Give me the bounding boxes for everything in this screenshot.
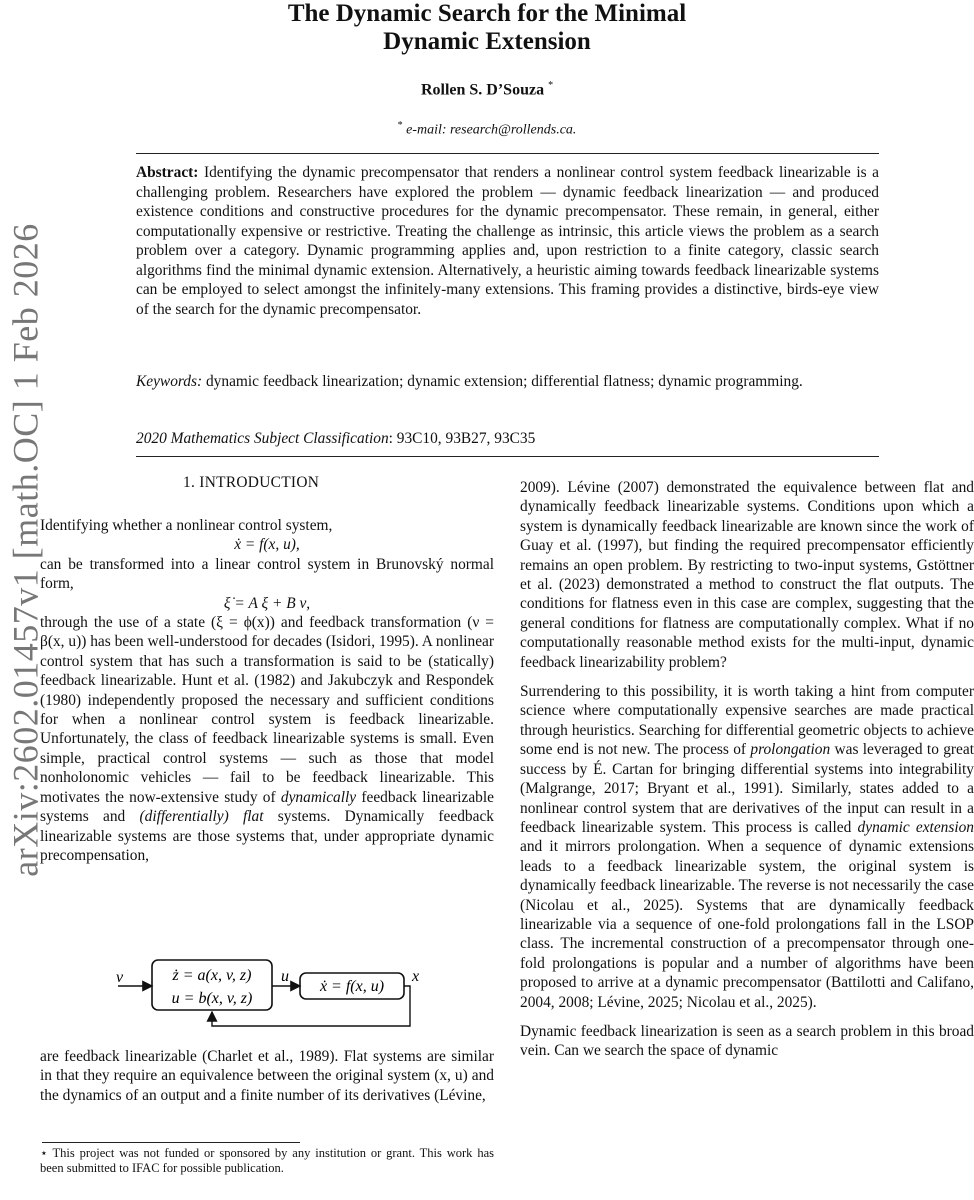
precompensator-output-eq: u = b(x, v, z) <box>171 990 253 1007</box>
block-diagram <box>110 952 430 1034</box>
abstract-bottom-rule <box>136 456 879 457</box>
abstract-text: Identifying the dynamic precompensator that renders a nonlinear control system feedback linearizable is a challenging problem. Researchers have explored the problem — dynamic feedback linearization — and produced existence conditions and constructive procedures for the dynamic precompensator. These remain, in general, either computationally expensive or restrictive. Treating the challenge as intrinsic, this article views the problem as a search problem over a category. Dynamic programming applies and, upon restriction to a finite category, classic search algorithms find the minimal dynamic extension. Alternatively, a heuristic aiming towards feedback linearizable systems can be employed to select amongst the infinitely-many extensions. This framing provides a distinctive, birds-eye view of the search for the dynamic precompensator. <box>136 164 879 318</box>
diagram-middle-label: u <box>281 968 289 985</box>
section-heading-introduction: 1. INTRODUCTION <box>183 474 320 491</box>
plant-equation: ẋ = f(x, u) <box>319 978 385 995</box>
keywords-text: dynamic feedback linearization; dynamic extension; differential flatness; dynamic programming. <box>205 373 803 390</box>
abstract-label: Abstract: <box>136 164 199 181</box>
equation-system: ẋ = f(x, u), <box>234 536 300 554</box>
email-footnote-mark: * <box>397 120 403 131</box>
right-column <box>520 478 974 1061</box>
paragraph: Identifying whether a nonlinear control system, <box>40 517 333 534</box>
paragraph: through the use of a state (ξ = ϕ(x)) and feedback transformation (ν = β(x, u)) has been well-understood for decades (Isidori, 1995). A nonlinear control system that has such a transformation is said to be (statically) feedback linearizable. Hunt et al. (1982) and Jakubczyk and Respondek (1980) independently proposed the necessary and sufficient conditions for when a nonlinear control system is feedback linearizable. Unfortunately, the class of feedback linearizable systems is small. Even simple, practical control systems — such as those that model nonholonomic vehicles — fail to be feedback linearizable. This motivates the now-extensive study of dynamically feedback linearizable systems and (differentially) flat systems. Dynamically feedback linearizable systems are those systems that, under appropriate dynamic precompensation, <box>40 614 494 864</box>
paragraph: can be transformed into a linear control system in Brunovský normal form, <box>40 555 494 593</box>
diagram-input-label: v <box>116 969 124 986</box>
msc-classification <box>136 430 879 448</box>
precompensator-state-eq: ż = a(x, v, z) <box>172 967 252 984</box>
diagram-output-label: x <box>412 968 420 985</box>
footnote-text: This project was not funded or sponsored by any institution or grant. This work has been submitted to IFAC for possible publication. <box>40 1146 494 1175</box>
keywords <box>136 372 879 391</box>
abstract-top-rule <box>136 153 879 154</box>
paragraph: are feedback linearizable (Charlet et al., 1989). Flat systems are similar in that they require an equivalence between the original system (x, u) and the dynamics of an output and a finite number of its derivatives (Lévine, <box>40 1048 494 1104</box>
footnote-rule <box>42 1142 300 1143</box>
msc-label: 2020 Mathematics Subject Classification <box>136 430 389 447</box>
paragraph: Dynamic feedback linearization is seen as a search problem in this broad vein. Can we search the space of dynamic <box>520 1022 974 1060</box>
footnote-mark: ⋆ <box>40 1146 48 1160</box>
footnote <box>40 1146 494 1176</box>
left-column-top <box>40 516 494 865</box>
author-line: Rollen S. D’Souza * <box>420 80 554 99</box>
author-footnote-mark: * <box>548 80 554 91</box>
paragraph: 2009). Lévine (2007) demonstrated the equivalence between flat and dynamically feedback linearizable systems. Conditions upon which a system is dynamically feedback linearizable are known since the work of Guay et al. (1997), but finding the required precompensator efficiently remains an open problem. By restricting to two-input systems, Gstöttner et al. (2023) demonstrated a method to construct the flat outputs. The conditions for flatness even in this case are complex, suggesting that the general conditions for flatness are computationally complex. What if no computationally reasonable method exists for the multi-input, dynamic feedback linearizability problem? <box>520 479 974 671</box>
keywords-label: Keywords: <box>136 373 203 390</box>
paper-title: The Dynamic Search for the Minimal Dynamic Extension <box>287 0 687 55</box>
author-email: * e-mail: research@rollends.ca. <box>397 120 577 138</box>
arxiv-identifier: arXiv:2602.01457v1 [math.OC] 1 Feb 2026 <box>6 223 46 877</box>
equation-brunovsky: ξ̇ = A ξ + B ν, <box>223 594 311 612</box>
left-column-bottom <box>40 1047 494 1105</box>
msc-codes: : 93C10, 93B27, 93C35 <box>388 430 536 447</box>
abstract <box>136 163 879 319</box>
paragraph: Surrendering to this possibility, it is worth taking a hint from computer science where computationally expensive searches are made practical through heuristics. Searching for differential geometric objects to achieve some end is not new. The process of prolongation was leveraged to great success by É. Cartan for bringing differential systems into integrability (Malgrange, 2017; Bryant et al., 1991). Similarly, states added to a nonlinear control system that are derivatives of the input can result in a feedback linearizable system. This process is called dynamic extension and it mirrors prolongation. When a sequence of dynamic extensions leads to a feedback linearizable system, the original system is dynamically feedback linearizable. The reverse is not necessarily the case (Nicolau et al., 2025). Systems that are dynamically feedback linearizable via a sequence of one-fold prolongations fall in the LSOP class. The incremental construction of a precompensator through one-fold prolongations is popular and a number of algorithms have been proposed to arrive at a dynamic precompensator (Battilotti and Califano, 2004, 2008; Lévine, 2025; Nicolau et al., 2025). <box>520 683 974 1011</box>
